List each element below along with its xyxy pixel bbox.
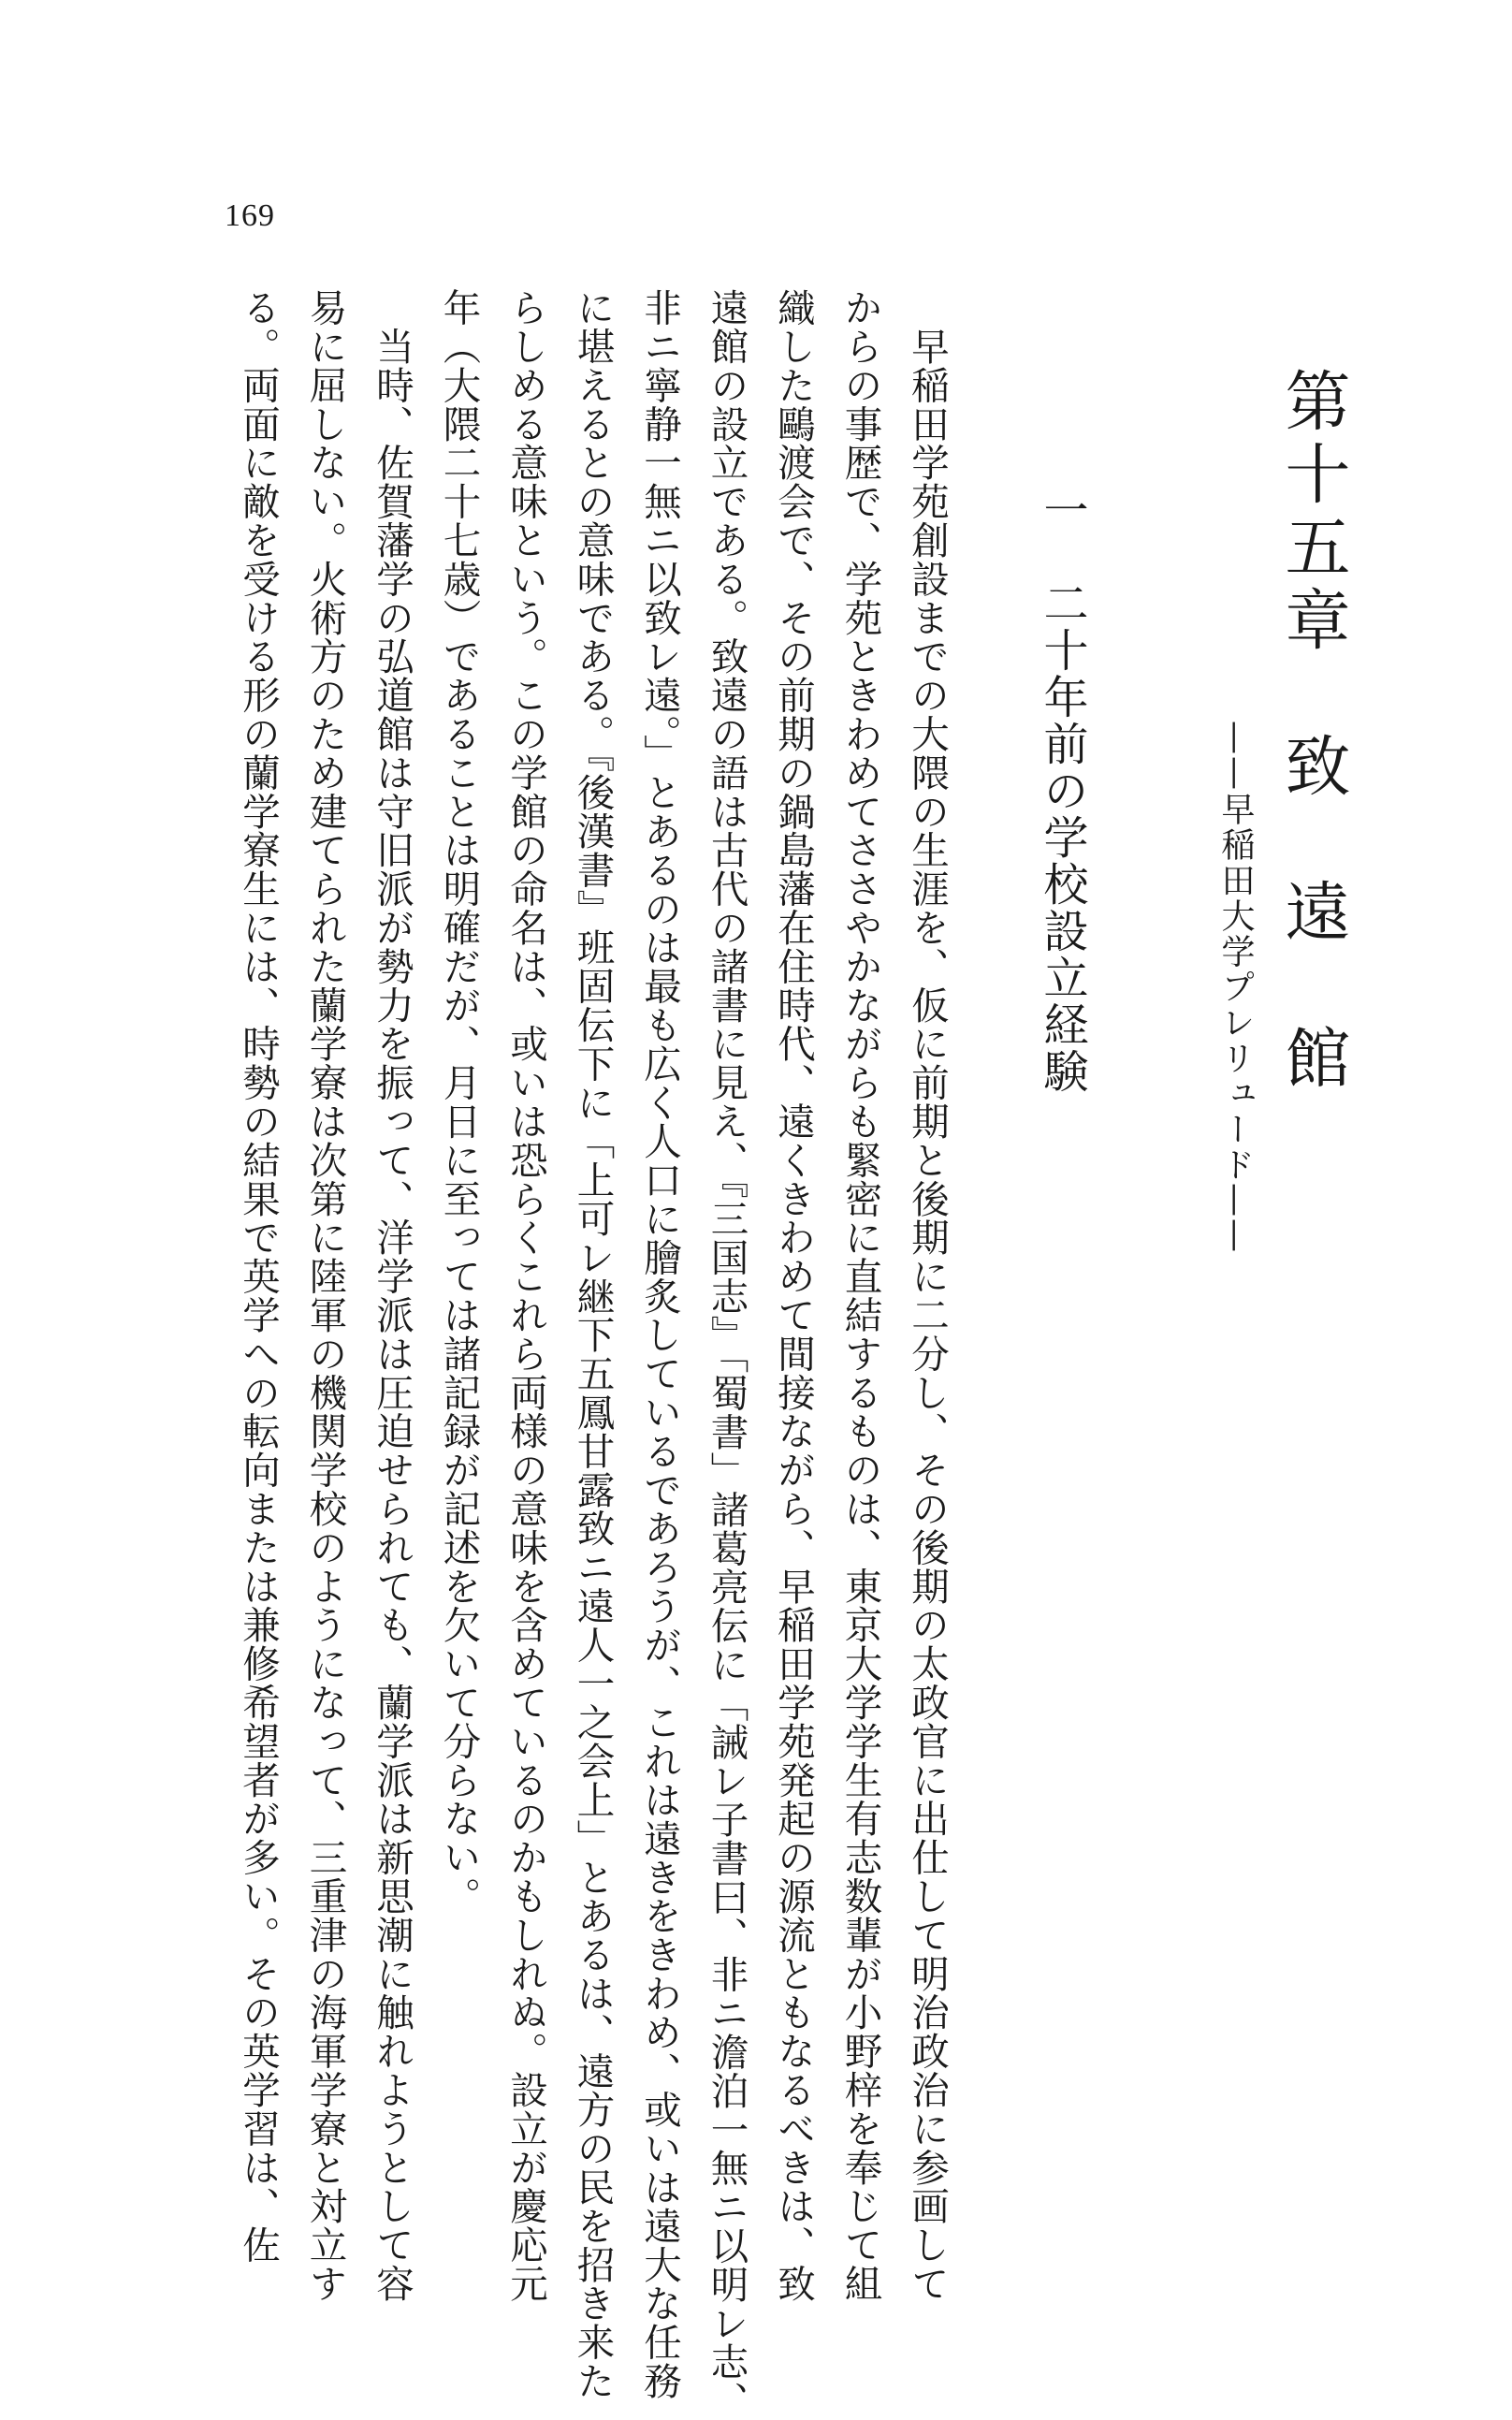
body-line: 織した鷗渡会で、その前期の鍋島藩在住時代、遠くきわめて間接ながら、早稲田学苑発起の源流ともなるべきは、致: [771, 288, 816, 2303]
body-line: 当時、佐賀藩学の弘道館は守旧派が勢力を振って、洋学派は圧迫せられても、蘭学派は新思潮に触れようとして容: [370, 288, 414, 2303]
body-line: らしめる意味という。この学館の命名は、或いは恐らくこれら両様の意味を含めているのかもしれぬ。設立が慶応元: [503, 288, 548, 2303]
body-line: 年（大隈二十七歳）であることは明確だが、月日に至っては諸記録が記述を欠いて分らない。: [436, 288, 482, 1916]
body-line: からの事歴で、学苑ときわめてささやかながらも緊密に直結するものは、東京大学学生有志数輩が小野梓を奉じて組: [837, 288, 883, 2303]
chapter-subtitle: ——早稲田大学プレリュード——: [1216, 721, 1255, 1254]
page-number: 169: [225, 198, 275, 233]
body-text: [225, 288, 961, 2420]
body-line: る。両面に敵を受ける形の蘭学寮生には、時勢の結果で英学への転向または兼修希望者が多い。その英学習は、佐: [236, 288, 281, 2265]
section-heading: 一 二十年前の学校設立経験: [1036, 487, 1088, 1095]
body-line: に堪えるとの意味である。『後漢書』班固伝下に「上可レ継下五鳳甘露致ニ遠人一之会上」とあるは、遠方の民を招き来た: [570, 288, 616, 2400]
body-line: 早稲田学苑創設までの大隈の生涯を、仮に前期と後期に二分し、その後期の太政官に出仕して明治政治に参画して: [905, 288, 950, 2303]
chapter-title: 第十五章 致 遠 館: [1274, 367, 1351, 1097]
body-line: 遠館の設立である。致遠の語は古代の諸書に見え、『三国志』「蜀書」諸葛亮伝に「誡レ子書曰、非ニ澹泊一無ニ以明レ志、: [704, 288, 749, 2420]
body-line: 易に屈しない。火術方のため建てられた蘭学寮は次第に陸軍の機関学校のようになって、三重津の海軍学寮と対立す: [302, 288, 348, 2303]
body-line: 非ニ寧静一無ニ以致レ遠。」とあるのは最も広く人口に膾炙しているであろうが、これは遠きをきわめ、或いは遠大な任務: [637, 288, 682, 2400]
